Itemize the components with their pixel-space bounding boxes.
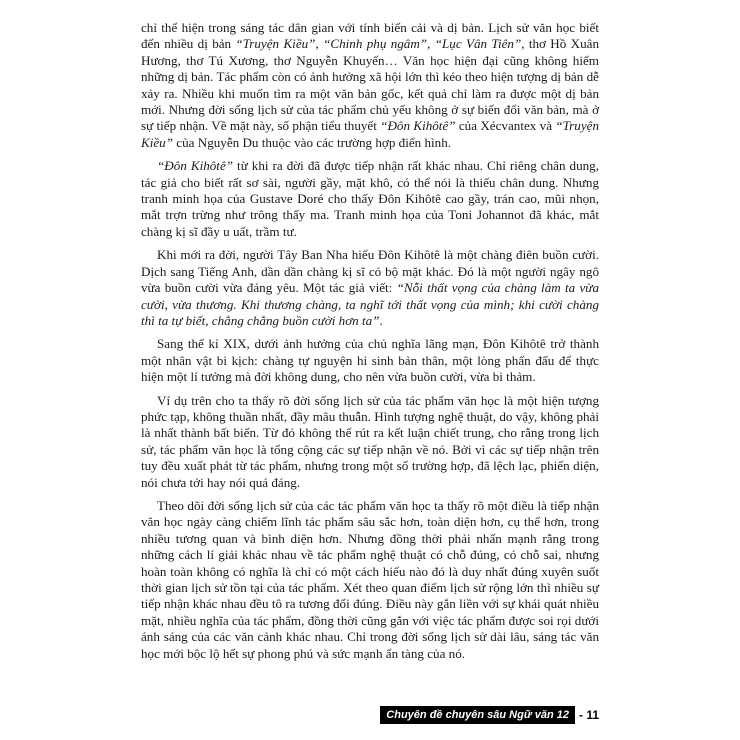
paragraph-3	[141, 247, 599, 329]
italic-run: “Nỗi thất vọng của chàng làm ta vừa cười, vừa thương. Khi thương chàng, ta nghĩ tới thất vọng của mình; khi cười chàng thì ta tự biết, chẳng chẳng buồn cười hơn ta”	[141, 280, 599, 328]
paragraph-1	[141, 20, 599, 151]
paragraph-2	[141, 158, 599, 240]
page-body	[141, 20, 599, 669]
page-footer	[380, 706, 599, 724]
text-run: Khi mới ra đời, người Tây Ban Nha hiểu Đôn Kihôtê là một chàng điên buồn cười. Dịch sang Tiếng Anh, dần dần chàng kị sĩ có bộ mặt khác. Đó là một người ngây ngô vừa buồn cười vừa đáng yêu. Một tác giả viết:	[141, 247, 599, 296]
text-run: , thơ Hồ Xuân Hương, thơ Tú Xương, thơ Nguyễn Khuyến… Văn học hiện đại cũng không hiếm những dị bản. Tác phẩm còn có ảnh hưởng xã hội lớn thì kéo theo hiện tượng dị bản dễ xảy ra. Nhiều khi muốn tìm ra một văn bản gốc, kết quả chỉ làm ra được một dị bản mới. Nhưng đời sống lịch sử của tác phẩm chủ yếu không ở sự biến đổi văn bản, mà ở sự tiếp nhận. Về mặt này, số phận tiểu thuyết	[141, 36, 600, 134]
italic-run: “Đôn Kihôtê”	[380, 118, 456, 134]
italic-run: “Chinh phụ ngâm”	[323, 36, 428, 52]
text-run: .	[379, 312, 383, 328]
text-run: Ví dụ trên cho ta thấy rõ đời sống lịch sử của tác phẩm văn học là một hiện tượng phức tạp, không thuần nhất, đầy mâu thuẫn. Hình tượng nghệ thuật, do vậy, không phải là nhất thành bất biến. Từ đó không thể rút ra kết luận chiết trung, cho rằng trong lịch sử, tác phẩm văn học là tổng cộng các sự tiếp nhận về nó. Bởi vì các sự tiếp nhận trên tuy đều xuất phát từ tác phẩm, nhưng trong một số trường hợp, đã lệch lạc, phiến diện, nói chưa tới hay nói quá đáng.	[141, 392, 599, 490]
text-run: Sang thế kỉ XIX, dưới ảnh hưởng của chủ nghĩa lãng mạn, Đôn Kihôtê trở thành một nhân vật bi kịch: chàng tự nguyện hi sinh bản thân, một lòng phấn đấu để thực hiện một lí tưởng mà đời không dung, cho nên vừa buồn cười, vừa bi thảm.	[141, 336, 599, 385]
paragraph-4	[141, 336, 599, 385]
italic-run: “Truyện Kiều”	[141, 118, 599, 150]
text-run: chỉ thể hiện trong sáng tác dân gian với tính biến cải và dị bản. Lịch sử văn học biết đến nhiều dị bản	[141, 20, 599, 52]
text-run: của Xécvantex và	[455, 118, 556, 134]
italic-run: “Đôn Kihôtê”	[157, 158, 234, 174]
text-run: ,	[315, 36, 324, 52]
paragraph-5	[141, 393, 599, 491]
paragraph-6	[141, 498, 599, 662]
book-title: Chuyên đề chuyên sâu Ngữ văn 12	[380, 706, 575, 724]
page-number: - 11	[578, 708, 599, 722]
italic-run: “Lục Vân Tiên”	[434, 36, 522, 52]
text-run: từ khi ra đời đã được tiếp nhận rất khác nhau. Chỉ riêng chân dung, tác giả cho biết rất sơ sài, người gầy, mặt khô, có thể nói là thiếu chân dung. Nhưng tranh minh họa của Gustave Doré cho thấy Đôn Kihôtê cao gầy, trán cao, mũi nhọn, mắt trợn trừng như trông thấy ma. Tranh minh họa của Toni Johannot đã khác, mắt chàng kị sĩ đầy u uất, trầm tư.	[141, 158, 599, 239]
text-run: Theo dõi đời sống lịch sử của các tác phẩm văn học ta thấy rõ một điều là tiếp nhận văn học ngày càng chiếm lĩnh tác phẩm sâu sắc hơn, toàn diện hơn, cụ thể hơn, trong nhiều tương quan và bình diện hơn. Nhưng đồng thời phải nhấn mạnh rằng trong những cách lí giải khác nhau về tác phẩm nghệ thuật có chỗ đúng, có chỗ sai, nhưng hoàn toàn không có nghĩa là chỉ có một cách hiểu nào đó là duy nhất đúng xuyên suốt thời gian lịch sử tồn tại của tác phẩm. Xét theo quan điểm lịch sử rộng lớn thì nhiều sự tiếp nhận khác nhau đều tô ra tương đối đúng. Điều này gắn liền với sự khái quát nhiều mặt, nhiều nghĩa của tác phẩm, đồng thời cũng gắn với việc tác phẩm được soi rọi dưới ánh sáng của các văn cảnh khác nhau. Chỉ trong đời sống lịch sử dài lâu, sáng tác văn học mới bộc lộ hết sự phong phú và sức mạnh ẩn tàng của nó.	[141, 497, 599, 661]
text-run: ,	[427, 36, 435, 52]
italic-run: “Truyện Kiều”	[235, 36, 316, 52]
text-run: của Nguyễn Du thuộc vào các trường hợp điển hình.	[173, 134, 452, 150]
